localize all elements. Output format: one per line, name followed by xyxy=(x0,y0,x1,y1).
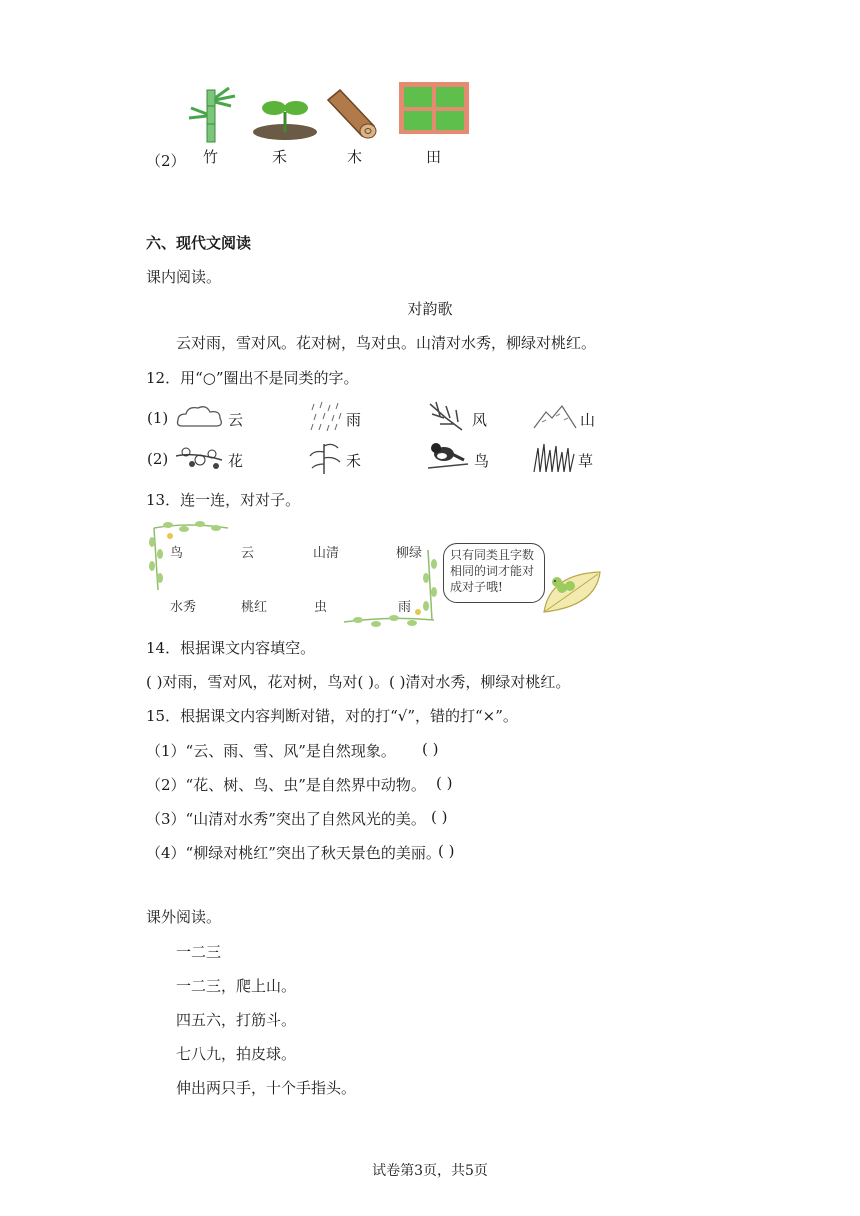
log-icon xyxy=(322,88,380,144)
couplet-bottom-3[interactable]: 虫 xyxy=(314,600,328,615)
couplet-bottom-1[interactable]: 水秀 xyxy=(170,600,197,615)
extra-intro: 课外阅读。 xyxy=(146,908,222,926)
flower-icon xyxy=(174,442,226,472)
couplet-bottom-2[interactable]: 桃红 xyxy=(241,600,268,615)
leaf-caterpillar-icon xyxy=(540,566,604,618)
page-footer: 试卷第3页，共5页 xyxy=(372,1163,488,1179)
q12-row2-char-2[interactable]: 禾 xyxy=(346,452,362,470)
q12-row2-char-4[interactable]: 草 xyxy=(578,452,594,470)
q12-row2-number: (2) xyxy=(147,450,169,468)
q15-stem: 15．根据课文内容判断对错，对的打“√”，错的打“×”。 xyxy=(146,707,518,725)
q12-row1-number: (1) xyxy=(147,409,169,427)
pic-label-grain: 禾 xyxy=(272,148,288,166)
q13-stem: 13．连一连，对对子。 xyxy=(146,491,301,509)
q12-row2-char-3[interactable]: 鸟 xyxy=(474,452,490,470)
sprout-icon xyxy=(250,96,320,142)
q14-fill-line[interactable]: ( )对雨，雪对风，花对树，鸟对( )。( )清对水秀，柳绿对桃红。 xyxy=(146,673,571,691)
q15-item-3: （3）“山清对水秀”突出了自然风光的美。 xyxy=(146,810,426,828)
pic-label-bamboo: 竹 xyxy=(203,148,219,166)
cloud-icon xyxy=(176,404,224,430)
mountain-icon xyxy=(532,402,578,430)
couplet-top-2[interactable]: 云 xyxy=(241,546,255,561)
bird-icon xyxy=(426,440,470,472)
grain-icon xyxy=(308,440,344,474)
extra-poem-line: 四五六，打筋斗。 xyxy=(176,1011,297,1029)
couplet-top-1[interactable]: 鸟 xyxy=(170,546,184,561)
q15-answer-blank-1[interactable]: ( ) xyxy=(422,740,439,758)
q12-row1-char-3[interactable]: 风 xyxy=(472,411,488,429)
q15-answer-blank-3[interactable]: ( ) xyxy=(431,808,448,826)
q15-item-1: （1）“云、雨、雪、风”是自然现象。 xyxy=(146,742,396,760)
section-intro: 课内阅读。 xyxy=(146,268,222,286)
q15-answer-blank-2[interactable]: ( ) xyxy=(436,774,453,792)
wind-icon xyxy=(426,400,468,432)
rain-icon xyxy=(310,400,344,432)
q15-item-4: （4）“柳绿对桃红”突出了秋天景色的美丽。 xyxy=(146,844,441,862)
couplet-bottom-4[interactable]: 雨 xyxy=(398,600,412,615)
poem-title: 对韵歌 xyxy=(407,300,453,318)
extra-poem-line: 一二三，爬上山。 xyxy=(176,977,297,995)
section-title: 六、现代文阅读 xyxy=(146,234,252,252)
q14-stem: 14．根据课文内容填空。 xyxy=(146,639,316,657)
q12-row1-char-1[interactable]: 云 xyxy=(228,411,244,429)
hint-speech-bubble: 只有同类且字数相同的词才能对成对子哦! xyxy=(443,543,545,603)
q12-stem: 12．用“○”圈出不是同类的字。 xyxy=(146,369,359,387)
grass-icon xyxy=(532,442,576,472)
q12-row2-char-1[interactable]: 花 xyxy=(228,452,244,470)
pic-label-wood: 木 xyxy=(347,148,363,166)
extra-poem-title: 一二三 xyxy=(176,943,222,961)
poem-text: 云对雨，雪对风。花对树，鸟对虫。山清对水秀，柳绿对桃红。 xyxy=(176,334,597,352)
pic-label-field: 田 xyxy=(426,148,442,166)
couplet-top-3[interactable]: 山清 xyxy=(313,546,340,561)
extra-poem-line: 七八九，拍皮球。 xyxy=(176,1045,297,1063)
q12-row1-char-4[interactable]: 山 xyxy=(580,411,596,429)
bamboo-icon xyxy=(185,84,239,144)
field-icon xyxy=(397,80,471,136)
extra-poem-line: 伸出两只手，十个手指头。 xyxy=(176,1079,357,1097)
q15-item-2: （2）“花、树、鸟、虫”是自然界中动物。 xyxy=(146,776,426,794)
q12-row1-char-2[interactable]: 雨 xyxy=(346,411,362,429)
q15-answer-blank-4[interactable]: ( ) xyxy=(438,842,455,860)
couplet-top-4[interactable]: 柳绿 xyxy=(396,546,423,561)
q11-number: （2） xyxy=(146,152,186,170)
